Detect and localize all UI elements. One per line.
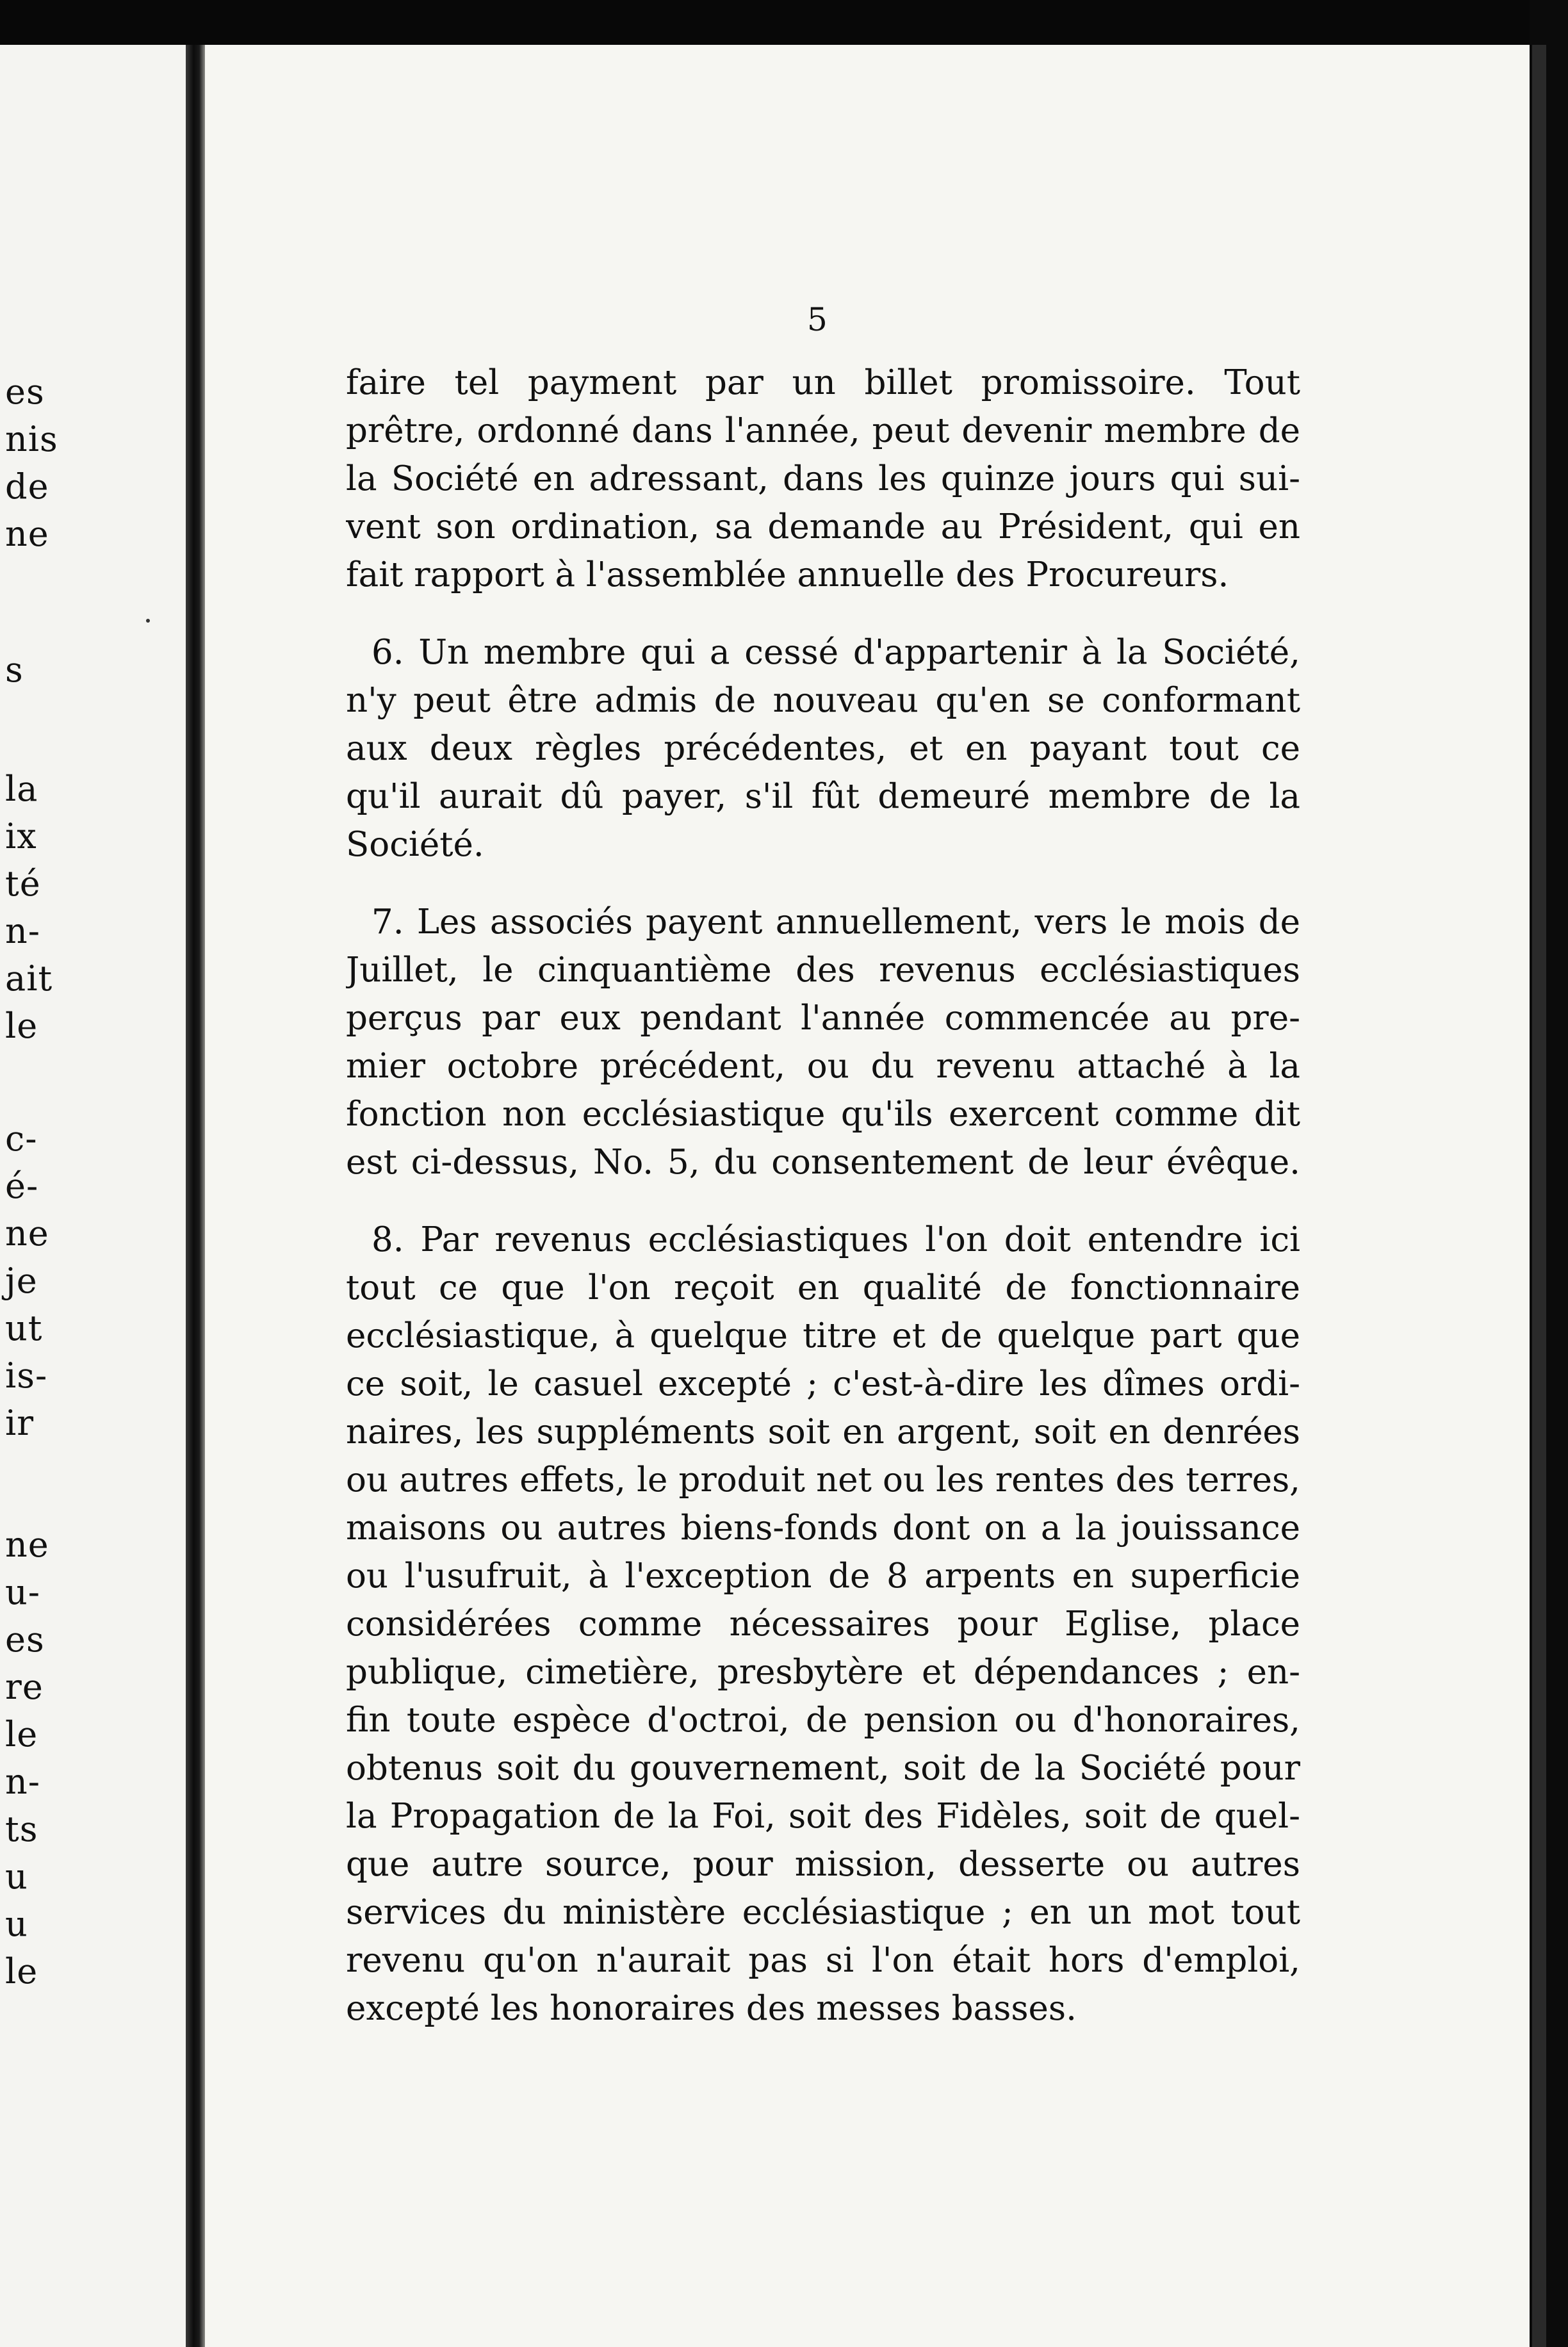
left-fragment: re xyxy=(5,1667,44,1707)
left-fragment: ir xyxy=(5,1403,35,1443)
text-line: fonction non ecclésiastique qu'ils exercent comme dit xyxy=(346,1095,1300,1134)
left-fragment: le xyxy=(5,1714,38,1754)
text-line: perçus par eux pendant l'année commencée au pre- xyxy=(346,999,1300,1038)
left-fragment: de xyxy=(5,466,49,507)
left-fragment: je xyxy=(5,1261,38,1301)
left-fragment: es xyxy=(5,372,45,412)
book-gutter xyxy=(186,45,205,2347)
speck xyxy=(146,619,150,623)
left-fragment: la xyxy=(5,769,38,809)
left-fragment: ix xyxy=(5,816,37,856)
text-line: naires, les suppléments soit en argent, soit en denrées xyxy=(346,1412,1300,1452)
left-fragment: ne xyxy=(5,1213,49,1254)
left-fragment: le xyxy=(5,1006,38,1046)
text-line: fin toute espèce d'octroi, de pension ou d'honoraires, xyxy=(346,1701,1300,1740)
text-line: revenu qu'on n'aurait pas si l'on était hors d'emploi, xyxy=(346,1941,1300,1980)
left-fragment: nis xyxy=(5,419,58,459)
paragraph xyxy=(346,1216,1300,2032)
left-fragment: n- xyxy=(5,911,41,951)
text-line: faire tel payment par un billet promissoire. Tout xyxy=(346,363,1300,402)
text-line: est ci-dessus, No. 5, du consentement de leur évêque. xyxy=(346,1143,1300,1182)
left-fragment: c- xyxy=(5,1118,38,1159)
text-line: mier octobre précédent, ou du revenu attaché à la xyxy=(346,1047,1300,1086)
top-scan-border xyxy=(0,0,1568,45)
text-line: 6. Un membre qui a cessé d'appartenir à la Société, xyxy=(372,633,1300,672)
text-line: ou autres effets, le produit net ou les rentes des terres, xyxy=(346,1460,1300,1500)
left-fragment: u xyxy=(5,1856,28,1897)
left-fragment: le xyxy=(5,1951,38,1991)
text-line: la Propagation de la Foi, soit des Fidèles, soit de quel- xyxy=(346,1797,1300,1836)
text-line: services du ministère ecclésiastique ; en un mot tout xyxy=(346,1893,1300,1932)
text-line: Société. xyxy=(346,825,484,864)
text-line: prêtre, ordonné dans l'année, peut devenir membre de xyxy=(346,411,1300,450)
text-line: qu'il aurait dû payer, s'il fût demeuré membre de la xyxy=(346,777,1300,816)
text-line: maisons ou autres biens-fonds dont on a la jouissance xyxy=(346,1509,1300,1548)
left-fragment: u- xyxy=(5,1572,41,1612)
text-line: 8. Par revenus ecclésiastiques l'on doit entendre ici xyxy=(372,1220,1300,1259)
text-line: excepté les honoraires des messes basses. xyxy=(346,1989,1077,2028)
page-body-text xyxy=(346,359,1300,2062)
left-fragment: is- xyxy=(5,1355,48,1396)
text-line: Juillet, le cinquantième des revenus ecclésiastiques xyxy=(346,951,1300,990)
text-line: n'y peut être admis de nouveau qu'en se conformant xyxy=(346,681,1300,720)
text-line: fait rapport à l'assemblée annuelle des Procureurs. xyxy=(346,555,1229,594)
text-line: aux deux règles précédentes, et en payant tout ce xyxy=(346,729,1300,768)
text-line: obtenus soit du gouvernement, soit de la Société pour xyxy=(346,1749,1300,1788)
text-line: ou l'usufruit, à l'exception de 8 arpents en superficie xyxy=(346,1557,1300,1596)
text-line: considérées comme nécessaires pour Eglise, place xyxy=(346,1605,1300,1644)
text-line: publique, cimetière, presbytère et dépendances ; en- xyxy=(346,1653,1300,1692)
left-fragment: s xyxy=(5,650,24,690)
text-line: tout ce que l'on reçoit en qualité de fonctionnaire xyxy=(346,1268,1300,1307)
text-line: vent son ordination, sa demande au Président, qui en xyxy=(346,507,1300,546)
text-line: ce soit, le casuel excepté ; c'est-à-dire les dîmes ordi- xyxy=(346,1364,1300,1403)
text-line: 7. Les associés payent annuellement, vers le mois de xyxy=(372,903,1300,942)
page-edge-shadow xyxy=(1532,45,1546,2347)
left-fragment: es xyxy=(5,1619,45,1660)
left-fragment: ne xyxy=(5,514,49,554)
paragraph xyxy=(346,359,1300,599)
right-scan-border xyxy=(1530,0,1568,2347)
left-fragment: ts xyxy=(5,1809,38,1849)
text-line: que autre source, pour mission, desserte ou autres xyxy=(346,1845,1300,1884)
text-line: la Société en adressant, dans les quinze jours qui sui- xyxy=(346,459,1300,498)
left-fragment: té xyxy=(5,863,41,904)
left-fragment: ne xyxy=(5,1525,49,1565)
left-fragment: u xyxy=(5,1904,28,1944)
left-fragment: ut xyxy=(5,1308,43,1348)
left-fragment: é- xyxy=(5,1166,39,1206)
left-fragment: ait xyxy=(5,958,53,999)
left-fragment: n- xyxy=(5,1762,41,1802)
paragraph xyxy=(346,628,1300,869)
text-line: ecclésiastique, à quelque titre et de quelque part que xyxy=(346,1316,1300,1355)
paragraph xyxy=(346,898,1300,1186)
previous-page-edge xyxy=(0,45,186,2347)
page-number: 5 xyxy=(807,301,828,338)
